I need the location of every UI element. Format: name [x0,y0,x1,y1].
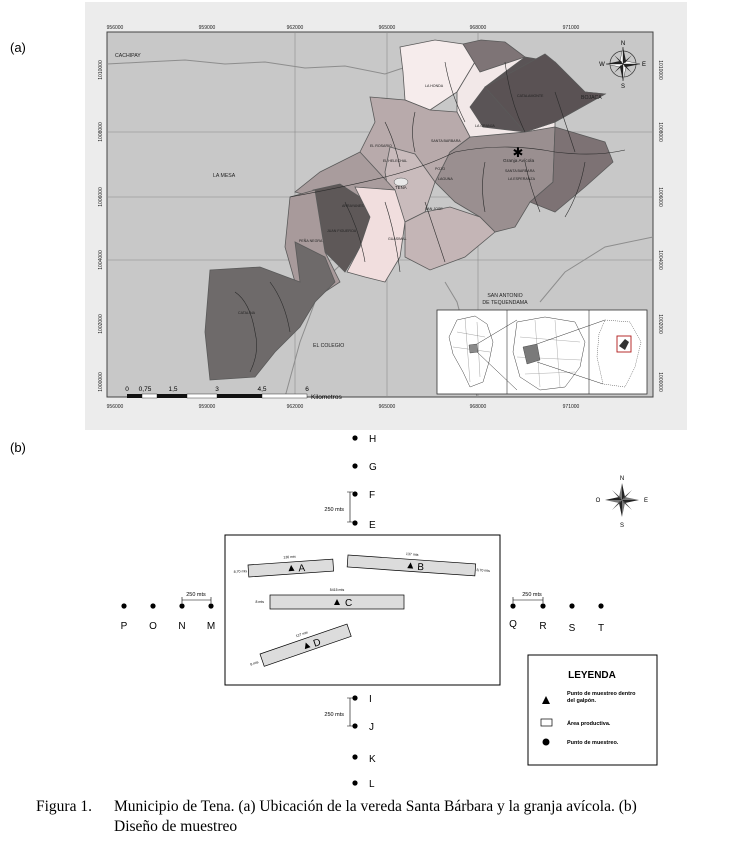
vereda-label: LA HONDA [425,84,444,88]
x-tick: 959000 [198,404,216,410]
y-tick: 1004000 [98,250,104,270]
point-label: M [206,621,216,632]
galpon-width: 8,70 mts [233,569,248,575]
circle-icon [543,739,550,746]
bottom-sampling-points [324,694,376,790]
distance-label: 250 mts [522,592,542,598]
x-tick: 962000 [286,404,304,410]
y-tick: 1010000 [98,60,104,80]
farm-marker-icon: ✱ [512,145,524,160]
vereda-label: SAN JOSE [425,207,443,211]
scale-tick: 4,5 [257,386,267,393]
compass-rose-b-icon [596,476,648,529]
sample-point [208,603,213,608]
scale-tick: 1,5 [168,386,178,393]
compass-w: W [599,62,605,68]
place-cachipay: CACHIPAY [115,53,141,59]
vereda-label: CATALAMONTE [517,94,544,98]
scale-tick: 0,75 [138,386,152,393]
point-label: Q [509,619,517,630]
right-sampling-points [509,592,604,634]
point-label: H [369,434,377,445]
y-tick: 1000000 [98,372,104,392]
point-label: K [369,754,376,765]
vereda-label: SANTA BARBARA [431,139,461,143]
compass-e: E [641,62,647,68]
scale-tick: 3 [215,386,219,393]
y-tick: 1006000 [98,187,104,207]
sample-point [121,603,126,608]
compass-e: E [643,498,649,504]
y-tick: 1004000 [657,250,663,270]
place-san-antonio: SAN ANTONIO [487,293,523,299]
compass-w: O [595,498,601,504]
vereda-label: LAGUNA [438,177,453,181]
galpon-label: B [416,561,425,574]
vereda-label: EL ROSARIO [370,144,392,148]
galpon-length: 136 mts [283,554,296,560]
sample-point [540,603,545,608]
sample-point [352,491,357,496]
galpon-label: A [298,563,306,575]
distance-label: 250 mts [186,592,206,598]
distance-label: 250 mts [324,507,344,513]
sample-point [352,435,357,440]
point-label: S [568,623,576,634]
sample-point [510,603,515,608]
figure-caption [36,797,736,837]
compass-n: N [619,476,625,482]
x-tick: 971000 [562,25,580,31]
point-label: N [178,621,186,632]
point-label: R [539,621,547,632]
sample-point [598,603,603,608]
point-label: O [149,621,157,632]
galpon-length: 5415 mts [329,588,345,592]
x-tick: 965000 [378,404,396,410]
point-label: I [369,694,372,705]
sample-point [352,754,357,759]
x-tick: 962000 [286,25,304,31]
vereda-label: PEÑA NEGRA [299,239,323,243]
sample-point [352,695,357,700]
vereda-label: GUASIMAL [388,237,407,241]
y-tick: 1010000 [657,60,663,80]
galpon-length: 127 mts [295,630,309,639]
caption-number: Figura 1. [36,798,92,815]
legend-label: Punto de muestreo. [567,740,619,746]
galpon-width: 8 mts [249,660,260,667]
left-sampling-points [121,592,216,632]
galpon-label: C [345,598,353,609]
vereda-label: LA ESPERANZA [508,177,535,181]
y-tick: 1008000 [657,122,663,142]
x-tick: 956000 [106,25,124,31]
place-tena: TENA [395,185,407,190]
x-tick: 956000 [106,404,124,410]
rectangle-icon [541,719,552,726]
top-sampling-points [324,434,377,531]
point-label: L [369,779,375,790]
x-tick: 959000 [198,25,216,31]
municipality-map [85,2,687,430]
y-tick: 1006000 [657,187,663,207]
sample-point [352,520,357,525]
vereda-label: SANTA BARBARA [505,169,535,173]
place-el-colegio: EL COLEGIO [313,343,345,349]
legend-title: LEYENDA [568,670,616,681]
panel-b-label: (b) [10,440,26,455]
place-bojaca: BOJACA [581,95,602,101]
vereda-label: ARRAYANES [342,204,364,208]
x-tick: 965000 [378,25,396,31]
point-label: T [597,623,605,634]
place-granja: Granja Avícola [503,159,535,164]
sample-point [352,780,357,785]
galpon-width: 8,70 mts [476,568,491,573]
sample-point [352,723,357,728]
y-tick: 1002000 [657,314,663,334]
scale-tick: 0 [125,386,129,393]
inset-cundinamarca-highlight [469,344,478,353]
caption-line-1: Municipio de Tena. (a) Ubicación de la vereda Santa Bárbara y la granja avícola. (b) [114,798,637,815]
point-label: E [369,520,376,531]
point-label: J [369,722,374,733]
vereda-label: CATALINA [238,311,256,315]
distance-label: 250 mts [324,712,344,718]
x-tick: 968000 [469,404,487,410]
galpon-label: D [312,636,323,650]
point-label: G [369,462,377,473]
sampling-design [100,428,680,792]
panel-a-label: (a) [10,40,26,55]
sample-point [150,603,155,608]
sample-point [352,463,357,468]
vereda-label: JUAN FIGUEROA [327,229,357,233]
point-label: P [120,621,128,632]
x-tick: 968000 [469,25,487,31]
caption-line-2: Diseño de muestreo [114,818,238,835]
sample-point [569,603,574,608]
sample-point [179,603,184,608]
galpon-width: 8 mts [255,600,264,604]
galpon-length: 137 mts [405,552,419,557]
y-tick: 1002000 [98,314,104,334]
vereda-label: LA GRANJA [475,124,495,128]
compass-n: N [620,41,626,47]
compass-s: S [620,84,626,90]
location-inset [437,310,647,394]
point-label: F [369,490,376,501]
place-la-mesa: LA MESA [213,173,236,179]
y-tick: 1000000 [657,372,663,392]
scale-tick: 6 [305,386,309,393]
scale-unit: Kilometros [311,394,342,401]
legend [528,655,657,765]
legend-label: Área productiva. [567,721,611,727]
x-tick: 971000 [562,404,580,410]
vereda-label: POZO [435,167,446,171]
vereda-label: EL HELECHAL [383,159,408,163]
compass-s: S [619,523,625,529]
y-tick: 1008000 [98,122,104,142]
legend-label: Punto de muestreo dentro del galpón. [567,691,636,704]
place-tequendama: DE TEQUENDAMA [482,300,528,306]
